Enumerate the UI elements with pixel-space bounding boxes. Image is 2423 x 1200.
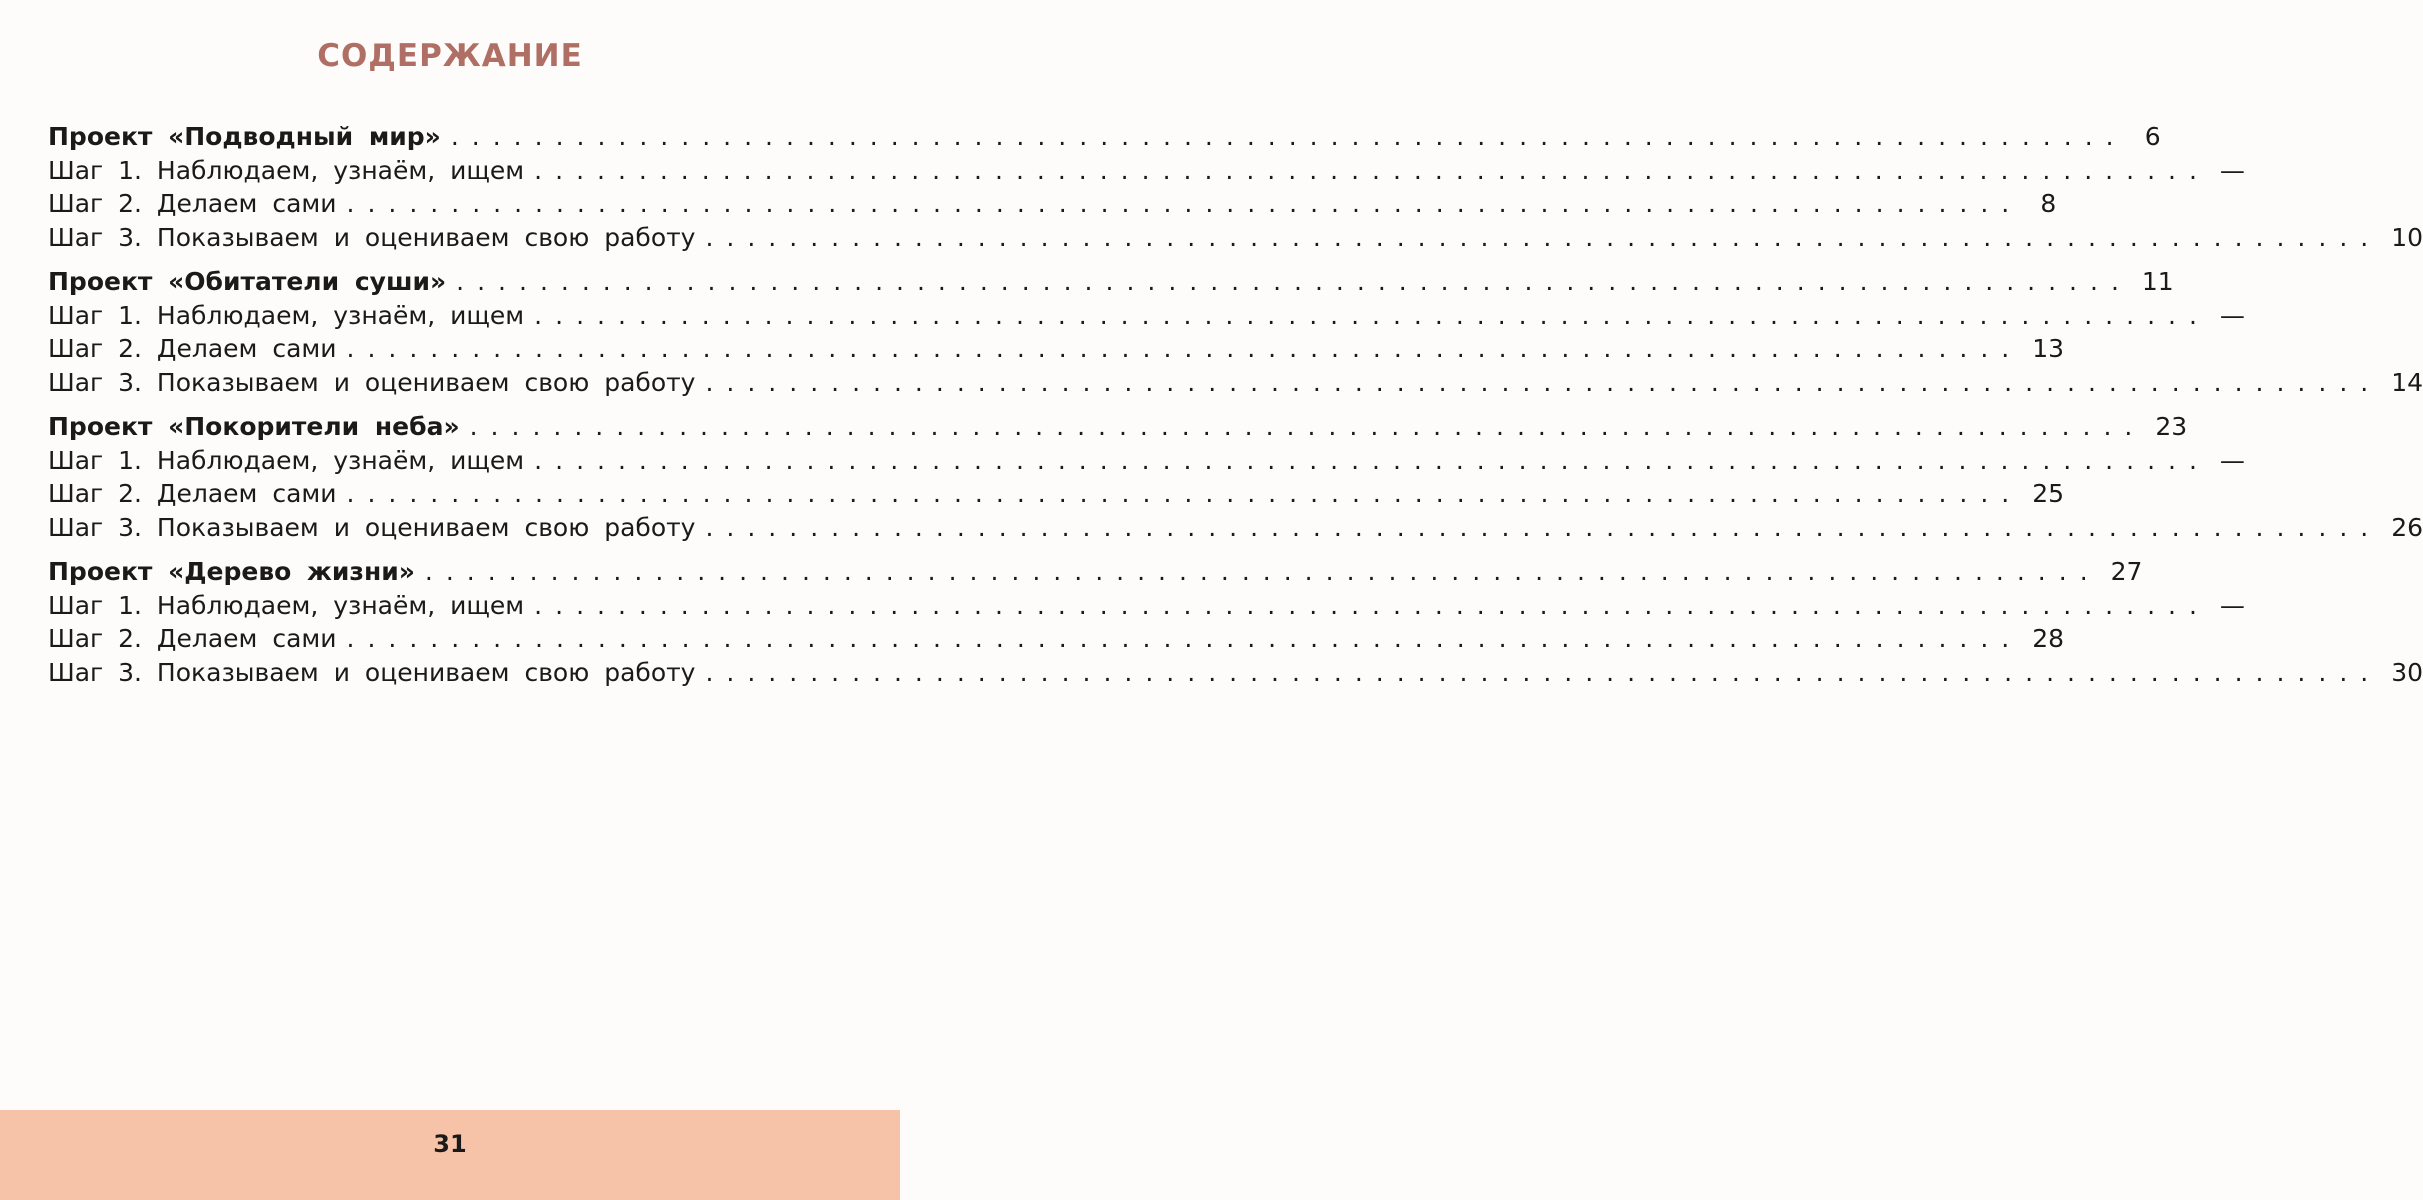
toc-step-title: Шаг 3. Показываем и оцениваем свою работу [48, 512, 696, 542]
toc-step-title: Шаг 3. Показываем и оцениваем свою работу [48, 657, 696, 687]
toc-step-row[interactable] [48, 154, 2245, 188]
toc-project-title: Проект «Подводный мир» [48, 122, 441, 151]
footer-page-number: 31 [433, 1130, 467, 1158]
toc-section [48, 555, 2423, 689]
toc-step-row[interactable] [48, 299, 2245, 333]
dot-leader: ................................................................................ [456, 267, 2132, 296]
toc-project-row[interactable] [48, 410, 2188, 444]
dot-leader: ................................................................................ [469, 412, 2146, 441]
toc-page-number: 11 [2141, 267, 2174, 296]
toc-step-row[interactable] [48, 589, 2245, 623]
toc-step-title: Шаг 2. Делаем сами [48, 334, 337, 363]
toc-step-row[interactable] [48, 511, 2423, 545]
toc-page-number: 26 [2391, 512, 2423, 542]
toc-step-row[interactable] [48, 221, 2423, 255]
toc-page-number: — [2219, 590, 2245, 620]
toc-step-title: Шаг 2. Делаем сами [48, 479, 337, 508]
toc-project-title: Проект «Покорители неба» [48, 412, 460, 441]
toc-page-number: 6 [2144, 122, 2161, 151]
dot-leader: ................................................................................ [534, 590, 2210, 620]
toc-page-number: 10 [2391, 222, 2423, 252]
dot-leader: ................................................................................ [705, 367, 2382, 397]
dot-leader: ................................................................................ [346, 624, 2023, 653]
toc-page-number: — [2219, 300, 2245, 330]
toc-step-row[interactable] [48, 444, 2245, 478]
dot-leader: ................................................................................ [424, 557, 2101, 586]
dot-leader: ................................................................................ [705, 657, 2382, 687]
toc-step-title: Шаг 1. Наблюдаем, узнаём, ищем [48, 590, 525, 620]
dot-leader: ................................................................................ [450, 122, 2127, 151]
toc-page-number: 30 [2391, 657, 2423, 687]
toc-section [48, 265, 2423, 399]
toc-step-title: Шаг 3. Показываем и оцениваем свою работу [48, 367, 696, 397]
dot-leader: ................................................................................ [534, 155, 2210, 185]
toc-step-title: Шаг 1. Наблюдаем, узнаём, ищем [48, 155, 525, 185]
toc-page-number: 27 [2110, 557, 2143, 586]
dot-leader: ................................................................................ [346, 189, 2023, 218]
toc-page-number: 28 [2032, 624, 2065, 653]
dot-leader: ................................................................................ [534, 445, 2210, 475]
toc-project-row[interactable] [48, 555, 2143, 589]
dot-leader: ................................................................................ [705, 222, 2382, 252]
toc-page-number: 8 [2040, 189, 2057, 218]
toc-page-number: — [2219, 445, 2245, 475]
toc-step-row[interactable] [48, 187, 2057, 221]
toc-project-title: Проект «Обитатели суши» [48, 267, 447, 296]
toc-step-title: Шаг 2. Делаем сами [48, 624, 337, 653]
toc-section [48, 410, 2423, 544]
toc-page-number: 25 [2032, 479, 2065, 508]
toc-step-title: Шаг 2. Делаем сами [48, 189, 337, 218]
toc-page-number: 13 [2032, 334, 2065, 363]
toc-page-number: 23 [2155, 412, 2188, 441]
toc-section [48, 120, 2423, 254]
dot-leader: ................................................................................ [346, 479, 2023, 508]
toc-step-row[interactable] [48, 622, 2065, 656]
dot-leader: ................................................................................ [346, 334, 2023, 363]
toc-step-row[interactable] [48, 656, 2423, 690]
toc-project-title: Проект «Дерево жизни» [48, 557, 415, 586]
table-of-contents [48, 120, 2423, 700]
toc-step-row[interactable] [48, 477, 2065, 511]
page-title: СОДЕРЖАНИЕ [317, 38, 583, 74]
toc-page-number: 14 [2391, 367, 2423, 397]
toc-project-row[interactable] [48, 265, 2174, 299]
toc-page-number: — [2219, 155, 2245, 185]
toc-step-title: Шаг 3. Показываем и оцениваем свою работу [48, 222, 696, 252]
toc-step-row[interactable] [48, 366, 2423, 400]
toc-step-row[interactable] [48, 332, 2065, 366]
dot-leader: ................................................................................ [534, 300, 2210, 330]
toc-step-title: Шаг 1. Наблюдаем, узнаём, ищем [48, 445, 525, 475]
dot-leader: ................................................................................ [705, 512, 2382, 542]
toc-step-title: Шаг 1. Наблюдаем, узнаём, ищем [48, 300, 525, 330]
toc-project-row[interactable] [48, 120, 2161, 154]
